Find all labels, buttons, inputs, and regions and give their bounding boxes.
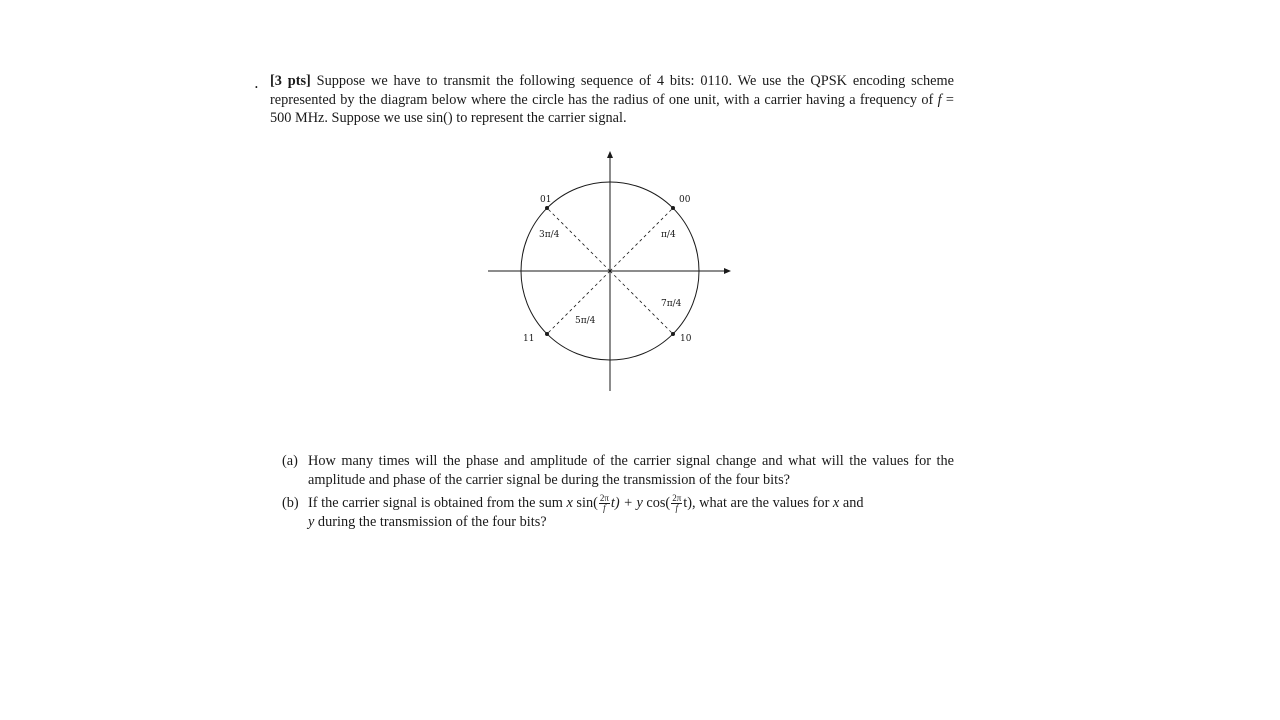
problem-bullet: .	[254, 74, 259, 92]
angle-label-7pi-4: 7π/4	[661, 299, 682, 309]
label-11: 11	[523, 334, 535, 344]
y-variable: y	[636, 495, 643, 511]
problem-text-part-2: = 500 MHz. Suppose we use sin() to represent the carrier signal.	[270, 91, 954, 126]
label-01: 01	[540, 195, 552, 205]
question-b	[282, 494, 954, 532]
t-close-plus: t) +	[610, 495, 637, 511]
point-00	[671, 206, 675, 210]
fraction-2pi-over-f-2	[671, 494, 682, 513]
problem-statement	[254, 72, 954, 128]
question-a-text: How many times will the phase and amplitude of the carrier signal change and what will the values for the amplitude and phase of the carrier signal be during the transmission of the four bits?	[308, 453, 954, 488]
angle-label-5pi-4: 5π/4	[575, 316, 596, 326]
frequency-variable: f	[937, 91, 942, 108]
fraction-numerator: 2π	[672, 493, 682, 504]
x-variable-2: x	[832, 495, 840, 511]
angle-label-3pi-4: 3π/4	[539, 230, 560, 240]
x-variable: x	[566, 495, 573, 511]
question-b-label: (b)	[282, 495, 299, 511]
angle-label-pi-4: π/4	[661, 230, 676, 240]
fraction-denominator: f	[603, 503, 606, 514]
question-b-text-1: If the carrier signal is obtained from the sum	[308, 495, 567, 511]
constellation-svg	[486, 146, 736, 396]
fraction-2pi-over-f-1	[599, 494, 610, 513]
label-00: 00	[679, 195, 691, 205]
sin-open: sin(	[572, 495, 598, 511]
point-10	[671, 332, 675, 336]
fraction-denominator: f	[675, 503, 678, 514]
points-label: [3 pts]	[270, 73, 311, 89]
cos-open: cos(	[642, 495, 671, 511]
point-11	[545, 332, 549, 336]
problem-text	[270, 72, 954, 128]
y-variable-2: y	[308, 514, 315, 531]
qpsk-constellation-diagram	[486, 146, 736, 396]
sub-questions	[282, 452, 954, 537]
question-b-text-2: during the transmission of the four bits?	[314, 514, 547, 531]
point-01	[545, 206, 549, 210]
t-close-end: t), what are the values for	[683, 495, 833, 511]
label-10: 10	[680, 334, 692, 344]
text-and: and	[839, 495, 864, 511]
fraction-numerator: 2π	[599, 493, 609, 504]
question-a	[282, 452, 954, 489]
question-a-label: (a)	[282, 453, 298, 469]
problem-text-part-1: Suppose we have to transmit the following sequence of 4 bits: 0110. We use the QPSK encoding scheme represented by the diagram below where the circle has the radius of one unit, with a carrier having a frequency of	[270, 73, 954, 108]
